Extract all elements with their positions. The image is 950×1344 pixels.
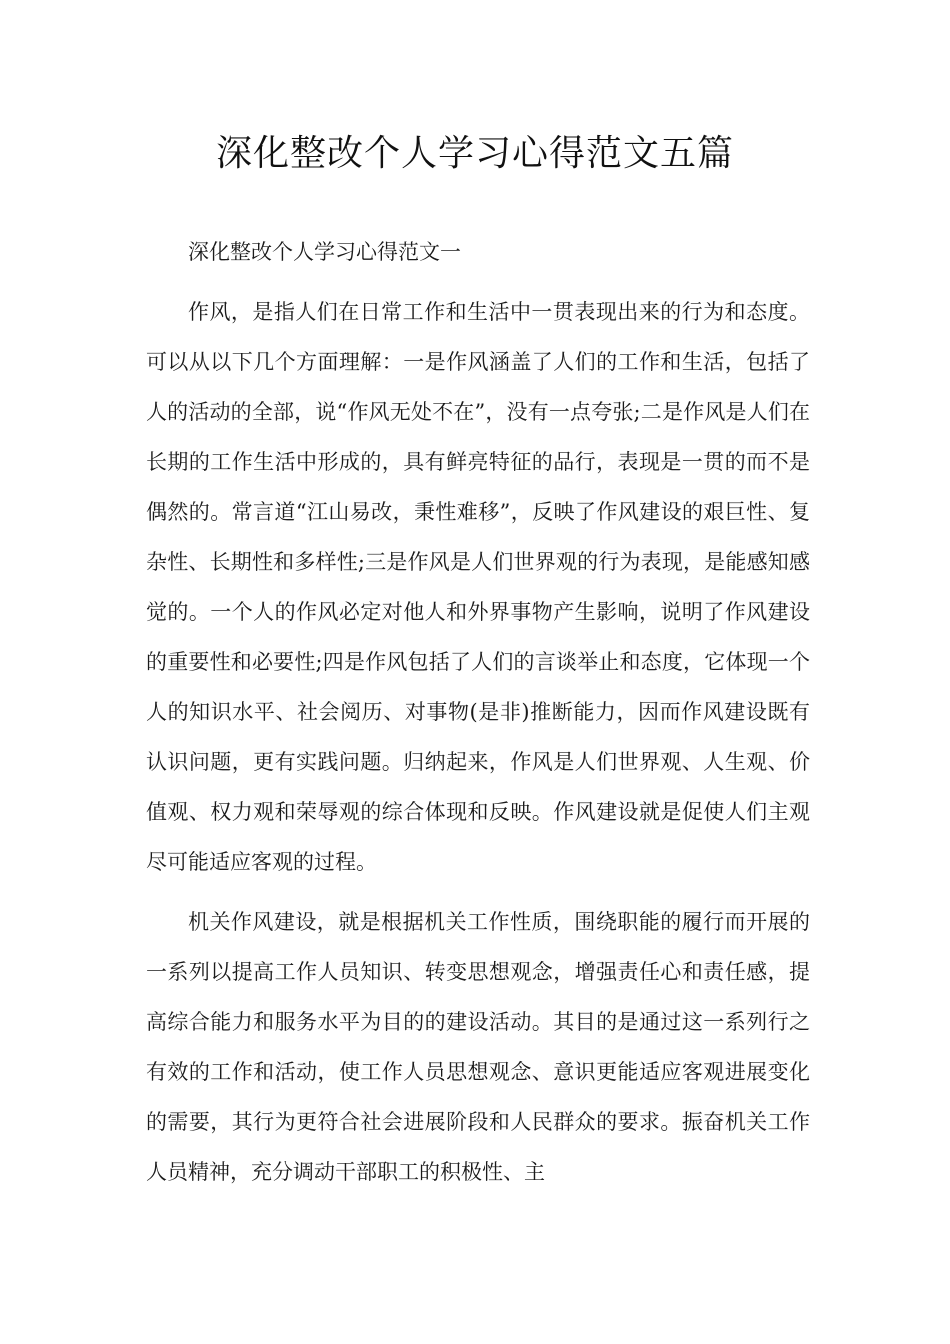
document-body bbox=[146, 227, 810, 1197]
section-heading: 深化整改个人学习心得范文一 bbox=[188, 240, 461, 264]
paragraph-1: 作风，是指人们在日常工作和生活中一贯表现出来的行为和态度。可以从以下几个方面理解：一是作风涵盖了人们的工作和生活，包括了人的活动的全部，说“作风无处不在”，没有一点夸张;二是作风是人们在长期的工作生活中形成的，具有鲜亮特征的品行，表现是一贯的而不是偶然的。常言道“江山易改，秉性难移”，反映了作风建设的艰巨性、复杂性、长期性和多样性;三是作风是人们世界观的行为表现，是能感知感觉的。一个人的作风必定对他人和外界事物产生影响，说明了作风建设的重要性和必要性;四是作风包括了人们的言谈举止和态度，它体现一个人的知识水平、社会阅历、对事物(是非)推断能力，因而作风建设既有认识问题，更有实践问题。归纳起来，作风是人们世界观、人生观、价值观、权力观和荣辱观的综合体现和反映。作风建设就是促使人们主观尽可能适应客观的过程。 bbox=[146, 300, 810, 874]
paragraph-2: 机关作风建设，就是根据机关工作性质，围绕职能的履行而开展的一系列以提高工作人员知识、转变思想观念，增强责任心和责任感，提高综合能力和服务水平为目的的建设活动。其目的是通过这一系列行之有效的工作和活动，使工作人员思想观念、意识更能适应客观进展变化的需要，其行为更符合社会进展阶段和人民群众的要求。振奋机关工作人员精神，充分调动干部职工的积极性、主 bbox=[146, 910, 810, 1184]
document-title: 深化整改个人学习心得范文五篇 bbox=[215, 133, 734, 174]
